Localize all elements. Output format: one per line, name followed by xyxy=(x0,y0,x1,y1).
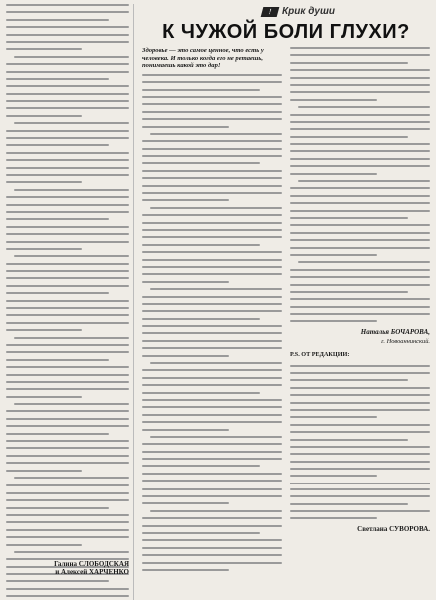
divider xyxy=(290,483,430,484)
middle-body-text-placeholder xyxy=(142,74,282,571)
main-article xyxy=(142,4,430,600)
exclamation-icon: ! xyxy=(261,7,280,17)
right-signature-name: Наталья БОЧАРОВА, xyxy=(360,327,430,336)
headline: К ЧУЖОЙ БОЛИ ГЛУХИ? xyxy=(162,21,410,43)
right-column xyxy=(290,47,430,576)
bottom-signature: Светлана СУВОРОВА. xyxy=(357,524,430,533)
article-lede: Здоровье — это самое ценное, что есть у человека. И только когда его не ретаешь, понимаешь какой это дар! xyxy=(142,47,264,70)
middle-column xyxy=(142,47,282,576)
left-article-signature: Галина СЛОБОДСКАЯ и Алексей ХАРЧЕНКО xyxy=(54,560,129,576)
rubric-label: Крик души xyxy=(282,6,335,17)
ps-editorial xyxy=(290,351,430,358)
left-column xyxy=(6,4,134,600)
ps-heading: P.S. ОТ РЕДАКЦИИ: xyxy=(290,351,350,359)
left-body-text-placeholder xyxy=(6,4,129,600)
right-body-text-placeholder xyxy=(290,47,430,322)
rubric xyxy=(262,6,430,17)
closing-note-placeholder xyxy=(290,488,430,520)
ps-body-text-placeholder xyxy=(290,365,430,478)
right-signature-place: г. Новоаннинский. xyxy=(380,337,430,345)
